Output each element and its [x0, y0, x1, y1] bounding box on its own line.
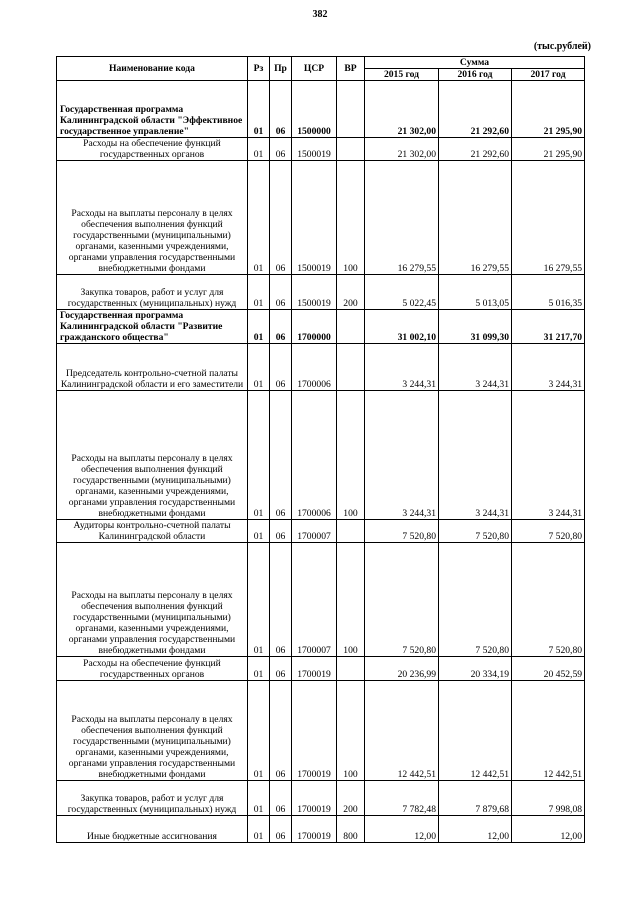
- amount-2016: 31 099,30: [439, 310, 512, 344]
- row-name: Государственная программа Калининградской области "Развитие гражданского общества": [57, 310, 248, 344]
- code-pr: 06: [270, 681, 292, 781]
- header-name: Наименование кода: [57, 57, 248, 81]
- table-row: [57, 781, 585, 816]
- amount-2017: 7 520,80: [512, 520, 585, 543]
- code-rz: 01: [248, 138, 270, 161]
- code-csr: 1500019: [292, 161, 337, 275]
- amount-2017: 21 295,90: [512, 138, 585, 161]
- table-row: [57, 681, 585, 781]
- row-name: Расходы на выплаты персоналу в целях обеспечения выполнения функций государственными (муниципальными) органами, казенными учреждениями, органами управления государственными внебюджетными фондами: [57, 161, 248, 275]
- row-name: Закупка товаров, работ и услуг для государственных (муниципальных) нужд: [57, 781, 248, 816]
- amount-2017: 7 520,80: [512, 543, 585, 657]
- table-row: [57, 344, 585, 391]
- table-row: [57, 657, 585, 681]
- code-csr: 1500019: [292, 138, 337, 161]
- code-pr: 06: [270, 543, 292, 657]
- header-2017: 2017 год: [512, 69, 585, 81]
- code-pr: 06: [270, 391, 292, 520]
- row-name: Иные бюджетные ассигнования: [57, 816, 248, 843]
- code-csr: 1700019: [292, 657, 337, 681]
- row-name: Расходы на выплаты персоналу в целях обеспечения выполнения функций государственными (муниципальными) органами, казенными учреждениями, органами управления государственными внебюджетными фондами: [57, 391, 248, 520]
- code-rz: 01: [248, 657, 270, 681]
- header-2016: 2016 год: [439, 69, 512, 81]
- amount-2017: 16 279,55: [512, 161, 585, 275]
- amount-2017: 12,00: [512, 816, 585, 843]
- code-pr: 06: [270, 310, 292, 344]
- amount-2015: 12 442,51: [365, 681, 439, 781]
- row-name: Расходы на обеспечение функций государственных органов: [57, 657, 248, 681]
- table-row: [57, 161, 585, 275]
- amount-2015: 20 236,99: [365, 657, 439, 681]
- code-pr: 06: [270, 816, 292, 843]
- amount-2017: 7 998,08: [512, 781, 585, 816]
- code-vr: 100: [337, 681, 365, 781]
- code-rz: 01: [248, 275, 270, 310]
- amount-2016: 7 879,68: [439, 781, 512, 816]
- code-vr: 100: [337, 543, 365, 657]
- row-name: Государственная программа Калининградской области "Эффективное государственное управление": [57, 81, 248, 138]
- table-row: [57, 543, 585, 657]
- amount-2015: 31 002,10: [365, 310, 439, 344]
- code-pr: 06: [270, 520, 292, 543]
- code-rz: 01: [248, 161, 270, 275]
- amount-2015: 5 022,45: [365, 275, 439, 310]
- code-pr: 06: [270, 275, 292, 310]
- amount-2017: 3 244,31: [512, 344, 585, 391]
- row-name: Расходы на выплаты персоналу в целях обеспечения выполнения функций государственными (муниципальными) органами, казенными учреждениями, органами управления государственными внебюджетными фондами: [57, 543, 248, 657]
- amount-2016: 21 292,60: [439, 138, 512, 161]
- code-csr: 1700019: [292, 681, 337, 781]
- code-csr: 1500000: [292, 81, 337, 138]
- amount-2015: 16 279,55: [365, 161, 439, 275]
- code-csr: 1700006: [292, 344, 337, 391]
- amount-2017: 3 244,31: [512, 391, 585, 520]
- amount-2015: 7 520,80: [365, 543, 439, 657]
- code-rz: 01: [248, 816, 270, 843]
- amount-2016: 16 279,55: [439, 161, 512, 275]
- amount-2015: 7 520,80: [365, 520, 439, 543]
- amount-2015: 21 302,00: [365, 138, 439, 161]
- amount-2015: 3 244,31: [365, 391, 439, 520]
- amount-2017: 20 452,59: [512, 657, 585, 681]
- code-rz: 01: [248, 81, 270, 138]
- amount-2015: 7 782,48: [365, 781, 439, 816]
- table-body: [57, 81, 585, 843]
- code-csr: 1700007: [292, 520, 337, 543]
- code-csr: 1500019: [292, 275, 337, 310]
- code-rz: 01: [248, 310, 270, 344]
- code-pr: 06: [270, 161, 292, 275]
- row-name: Расходы на выплаты персоналу в целях обеспечения выполнения функций государственными (муниципальными) органами, казенными учреждениями, органами управления государственными внебюджетными фондами: [57, 681, 248, 781]
- code-pr: 06: [270, 657, 292, 681]
- code-vr: [337, 138, 365, 161]
- table-row: [57, 81, 585, 138]
- code-rz: 01: [248, 681, 270, 781]
- table-row: [57, 310, 585, 344]
- amount-2017: 21 295,90: [512, 81, 585, 138]
- table-row: [57, 391, 585, 520]
- code-csr: 1700007: [292, 543, 337, 657]
- amount-2016: 12 442,51: [439, 681, 512, 781]
- code-csr: 1700019: [292, 781, 337, 816]
- amount-2015: 3 244,31: [365, 344, 439, 391]
- code-pr: 06: [270, 344, 292, 391]
- amount-2016: 3 244,31: [439, 344, 512, 391]
- amount-2016: 7 520,80: [439, 543, 512, 657]
- amount-2017: 12 442,51: [512, 681, 585, 781]
- code-pr: 06: [270, 138, 292, 161]
- table-row: [57, 520, 585, 543]
- amount-2017: 31 217,70: [512, 310, 585, 344]
- amount-2016: 12,00: [439, 816, 512, 843]
- table-row: [57, 275, 585, 310]
- code-rz: 01: [248, 520, 270, 543]
- amount-2015: 12,00: [365, 816, 439, 843]
- row-name: Аудиторы контрольно-счетной палаты Калининградской области: [57, 520, 248, 543]
- amount-2016: 7 520,80: [439, 520, 512, 543]
- code-vr: [337, 81, 365, 138]
- row-name: Расходы на обеспечение функций государственных органов: [57, 138, 248, 161]
- code-vr: 200: [337, 781, 365, 816]
- table-row: [57, 138, 585, 161]
- code-rz: 01: [248, 391, 270, 520]
- amount-2016: 3 244,31: [439, 391, 512, 520]
- code-pr: 06: [270, 781, 292, 816]
- amount-2016: 5 013,05: [439, 275, 512, 310]
- header-2015: 2015 год: [365, 69, 439, 81]
- code-rz: 01: [248, 543, 270, 657]
- code-vr: 200: [337, 275, 365, 310]
- code-rz: 01: [248, 781, 270, 816]
- code-vr: [337, 520, 365, 543]
- code-vr: 800: [337, 816, 365, 843]
- code-csr: 1700006: [292, 391, 337, 520]
- amount-2017: 5 016,35: [512, 275, 585, 310]
- header-rz: Рз: [248, 57, 270, 81]
- amount-2016: 21 292,60: [439, 81, 512, 138]
- header-csr: ЦСР: [292, 57, 337, 81]
- budget-table: [56, 56, 585, 843]
- row-name: Председатель контрольно-счетной палаты Калининградской области и его заместители: [57, 344, 248, 391]
- page-number: 382: [312, 9, 328, 20]
- code-csr: 1700000: [292, 310, 337, 344]
- table-row: [57, 816, 585, 843]
- code-csr: 1700019: [292, 816, 337, 843]
- header-vr: ВР: [337, 57, 365, 81]
- code-rz: 01: [248, 344, 270, 391]
- code-vr: [337, 657, 365, 681]
- code-vr: 100: [337, 161, 365, 275]
- amount-2016: 20 334,19: [439, 657, 512, 681]
- header-sum: Сумма: [365, 57, 585, 69]
- code-vr: 100: [337, 391, 365, 520]
- row-name: Закупка товаров, работ и услуг для государственных (муниципальных) нужд: [57, 275, 248, 310]
- header-pr: Пр: [270, 57, 292, 81]
- code-pr: 06: [270, 81, 292, 138]
- amount-2015: 21 302,00: [365, 81, 439, 138]
- code-vr: [337, 310, 365, 344]
- units-label: (тыс.рублей): [533, 41, 591, 52]
- code-vr: [337, 344, 365, 391]
